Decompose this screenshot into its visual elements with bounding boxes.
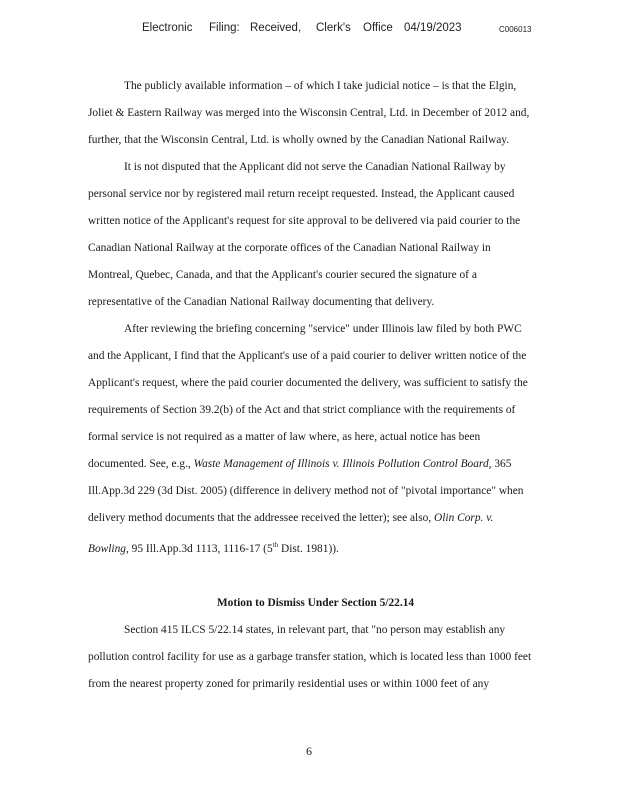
section-heading: Motion to Dismiss Under Section 5/22.14 xyxy=(216,596,415,609)
header-word-filing: Filing: xyxy=(209,22,240,34)
header-word-office: Office xyxy=(363,22,393,34)
spacer xyxy=(88,563,543,590)
header-date: 04/19/2023 xyxy=(404,22,462,34)
text-line-citation xyxy=(88,451,543,478)
text-line: Ill.App.3d 229 (3d Dist. 2005) (difference in delivery method not of "pivotal importance" when xyxy=(88,485,524,497)
text-line: personal service nor by registered mail return receipt requested. Instead, the Applicant caused xyxy=(88,188,515,200)
text-segment: delivery method documents that the addressee received the letter); see also, xyxy=(88,512,435,524)
header-word-electronic: Electronic xyxy=(142,22,193,34)
text-line: written notice of the Applicant's request for site approval to be delivered via paid courier to the xyxy=(88,215,521,227)
case-name-bowling: Bowling, xyxy=(88,542,129,555)
text-segment: 365 xyxy=(491,458,512,470)
text-line: After reviewing the briefing concerning "service" under Illinois law filed by both PWC xyxy=(124,323,522,335)
text-segment: 95 Ill.App.3d 1113, 1116-17 (5 xyxy=(128,542,273,555)
text-line-citation xyxy=(88,505,543,532)
ordinal-superscript: th xyxy=(272,541,279,549)
text-line: It is not disputed that the Applicant did not serve the Canadian National Railway by xyxy=(124,161,506,173)
text-line: Joliet & Eastern Railway was merged into the Wisconsin Central, Ltd. in December of 2012 and, xyxy=(88,107,530,119)
case-name-olin: Olin Corp. v. xyxy=(434,512,494,524)
text-line: pollution control facility for use as a garbage transfer station, which is located less than 1000 feet xyxy=(88,650,532,663)
text-line: Montreal, Quebec, Canada, and that the Applicant's courier secured the signature of a xyxy=(88,269,477,281)
text-line: and the Applicant, I find that the Applicant's use of a paid courier to deliver written notice of the xyxy=(88,350,527,362)
text-line: formal service is not required as a matter of law where, as here, actual notice has been xyxy=(88,431,481,443)
text-segment: documented. See, e.g., xyxy=(88,458,194,470)
text-line: Section 415 ILCS 5/22.14 states, in relevant part, that "no person may establish any xyxy=(124,623,506,636)
document-body xyxy=(88,73,543,698)
text-segment: Dist. 1981)). xyxy=(278,542,339,555)
text-line: further, that the Wisconsin Central, Ltd. is wholly owned by the Canadian National Railway. xyxy=(88,134,510,146)
page-number: 6 xyxy=(306,744,312,758)
text-line: representative of the Canadian National Railway documenting that delivery. xyxy=(88,296,435,308)
text-line: Applicant's request, where the paid courier documented the delivery, was sufficient to satisfy the xyxy=(88,377,528,389)
text-line: Canadian National Railway at the corporate offices of the Canadian National Railway in xyxy=(88,242,491,254)
text-line: The publicly available information – of which I take judicial notice – is that the Elgin, xyxy=(124,80,517,92)
header-word-received: Received, xyxy=(250,22,302,34)
text-line: requirements of Section 39.2(b) of the Act and that strict compliance with the requirements of xyxy=(88,404,516,416)
text-line: from the nearest property zoned for primarily residential uses or within 1000 feet of any xyxy=(88,677,490,690)
header-word-clerks: Clerk's xyxy=(316,22,351,34)
text-line-citation xyxy=(88,532,543,563)
header-code: C006013 xyxy=(499,25,532,34)
case-name-waste-management: Waste Management of Illinois v. Illinois Pollution Control Board, xyxy=(193,458,492,470)
